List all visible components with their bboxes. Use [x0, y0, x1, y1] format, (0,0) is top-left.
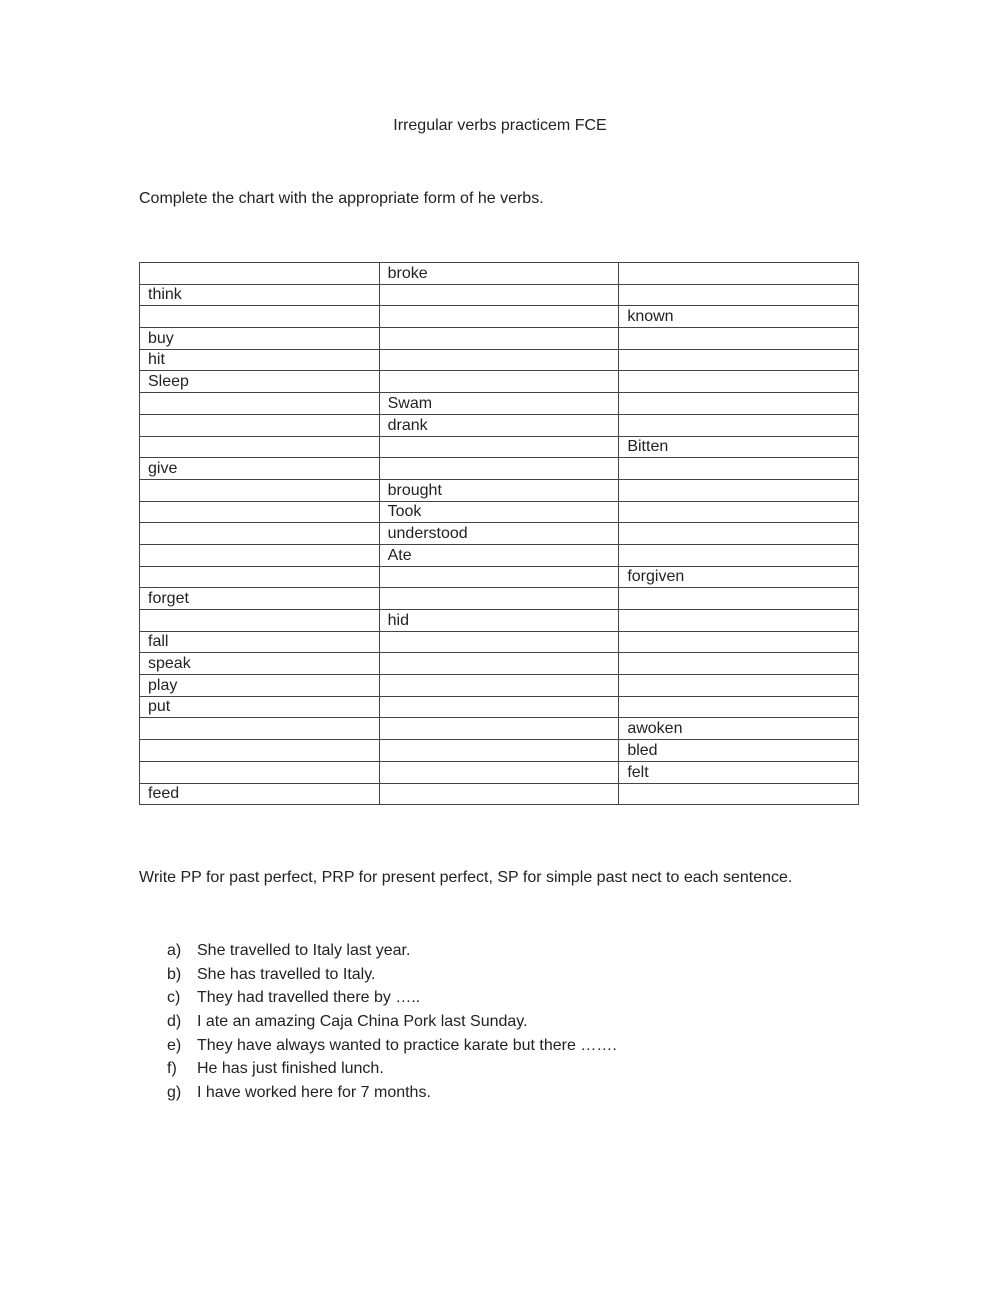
table-cell — [140, 263, 380, 285]
table-row — [140, 783, 859, 805]
table-cell — [619, 544, 859, 566]
table-row — [140, 328, 859, 350]
list-item — [167, 965, 617, 989]
table-cell — [619, 393, 859, 415]
table-row — [140, 653, 859, 675]
table-cell — [619, 783, 859, 805]
table-cell — [619, 588, 859, 610]
table-cell — [140, 436, 380, 458]
list-marker: a) — [167, 942, 182, 959]
table-cell — [619, 263, 859, 285]
table-row — [140, 588, 859, 610]
sentence-text: I have worked here for 7 months. — [197, 1084, 431, 1102]
list-marker: d) — [167, 1013, 182, 1031]
tense-instruction: Write PP for past perfect, PRP for present perfect, SP for simple past nect to each sentence. — [139, 869, 793, 886]
table-cell: broke — [379, 263, 619, 285]
table-cell — [379, 653, 619, 675]
table-row — [140, 566, 859, 588]
table-row — [140, 306, 859, 328]
table-cell — [379, 349, 619, 371]
table-cell — [140, 544, 380, 566]
table-cell — [619, 479, 859, 501]
table-cell: drank — [379, 414, 619, 436]
table-cell — [379, 458, 619, 480]
table-row — [140, 523, 859, 545]
list-marker: b) — [167, 965, 182, 983]
table-cell — [379, 675, 619, 697]
table-cell — [140, 718, 380, 740]
table-cell — [140, 566, 380, 588]
table-row — [140, 740, 859, 762]
table-cell — [619, 523, 859, 545]
table-cell — [619, 414, 859, 436]
table-cell: Sleep — [140, 371, 380, 393]
table-row — [140, 761, 859, 783]
list-marker: g) — [167, 1084, 182, 1102]
table-cell — [379, 371, 619, 393]
table-cell: bled — [619, 740, 859, 762]
page-title: Irregular verbs practicem FCE — [393, 117, 607, 134]
table-row — [140, 284, 859, 306]
table-cell: hit — [140, 349, 380, 371]
table-cell — [619, 696, 859, 718]
table-cell: Bitten — [619, 436, 859, 458]
table-row — [140, 371, 859, 393]
table-cell — [140, 740, 380, 762]
table-cell — [140, 393, 380, 415]
table-cell — [379, 783, 619, 805]
table-cell — [619, 501, 859, 523]
table-cell: known — [619, 306, 859, 328]
table-cell — [379, 740, 619, 762]
table-row — [140, 610, 859, 632]
list-item — [167, 941, 617, 965]
table-cell — [619, 371, 859, 393]
table-cell: feed — [140, 783, 380, 805]
list-marker: e) — [167, 1036, 182, 1054]
list-item — [167, 1036, 617, 1060]
table-row — [140, 544, 859, 566]
table-cell: hid — [379, 610, 619, 632]
table-cell — [140, 610, 380, 632]
sentence-text: He has just finished lunch. — [197, 1060, 384, 1078]
table-cell — [140, 306, 380, 328]
sentence-text: I ate an amazing Caja China Pork last Sunday. — [197, 1013, 528, 1031]
list-item — [167, 1012, 617, 1036]
table-cell: speak — [140, 653, 380, 675]
list-marker: f) — [167, 1060, 177, 1078]
list-item — [167, 1083, 617, 1107]
sentence-list — [167, 941, 617, 1107]
table-row — [140, 479, 859, 501]
list-marker: c) — [167, 989, 181, 1007]
table-cell: understood — [379, 523, 619, 545]
verb-chart — [139, 262, 859, 805]
sentence-text: She has travelled to Italy. — [197, 965, 376, 983]
table-cell: buy — [140, 328, 380, 350]
table-cell — [619, 284, 859, 306]
table-row — [140, 349, 859, 371]
table-cell: forget — [140, 588, 380, 610]
sentence-text: They have always wanted to practice karate but there ……. — [197, 1036, 617, 1054]
table-row — [140, 436, 859, 458]
table-cell — [619, 458, 859, 480]
table-row — [140, 718, 859, 740]
table-cell: Swam — [379, 393, 619, 415]
table-row — [140, 414, 859, 436]
table-cell — [379, 631, 619, 653]
table-row — [140, 675, 859, 697]
table-cell — [619, 349, 859, 371]
table-cell — [619, 631, 859, 653]
sentence-text: They had travelled there by ….. — [197, 989, 421, 1007]
table-cell — [379, 696, 619, 718]
table-cell: put — [140, 696, 380, 718]
chart-instruction: Complete the chart with the appropriate form of he verbs. — [139, 190, 544, 207]
table-cell: brought — [379, 479, 619, 501]
table-cell: fall — [140, 631, 380, 653]
table-cell: Ate — [379, 544, 619, 566]
table-cell — [140, 761, 380, 783]
table-cell: awoken — [619, 718, 859, 740]
table-cell — [619, 653, 859, 675]
table-cell: give — [140, 458, 380, 480]
table-cell — [379, 566, 619, 588]
table-cell — [619, 610, 859, 632]
table-cell — [140, 501, 380, 523]
table-cell — [379, 761, 619, 783]
table-row — [140, 263, 859, 285]
table-cell — [379, 284, 619, 306]
table-row — [140, 696, 859, 718]
table-cell — [140, 414, 380, 436]
table-cell — [379, 588, 619, 610]
table-row — [140, 631, 859, 653]
list-item — [167, 988, 617, 1012]
table-cell: felt — [619, 761, 859, 783]
table-cell — [140, 523, 380, 545]
table-row — [140, 393, 859, 415]
table-cell: forgiven — [619, 566, 859, 588]
table-row — [140, 501, 859, 523]
table-row — [140, 458, 859, 480]
table-cell — [379, 436, 619, 458]
table-cell — [379, 718, 619, 740]
table-cell — [619, 328, 859, 350]
table-cell — [379, 306, 619, 328]
sentence-text: She travelled to Italy last year. — [197, 942, 411, 959]
table-cell — [140, 479, 380, 501]
table-cell — [619, 675, 859, 697]
table-cell: Took — [379, 501, 619, 523]
table-cell — [379, 328, 619, 350]
table-cell: think — [140, 284, 380, 306]
list-item — [167, 1059, 617, 1083]
table-cell: play — [140, 675, 380, 697]
